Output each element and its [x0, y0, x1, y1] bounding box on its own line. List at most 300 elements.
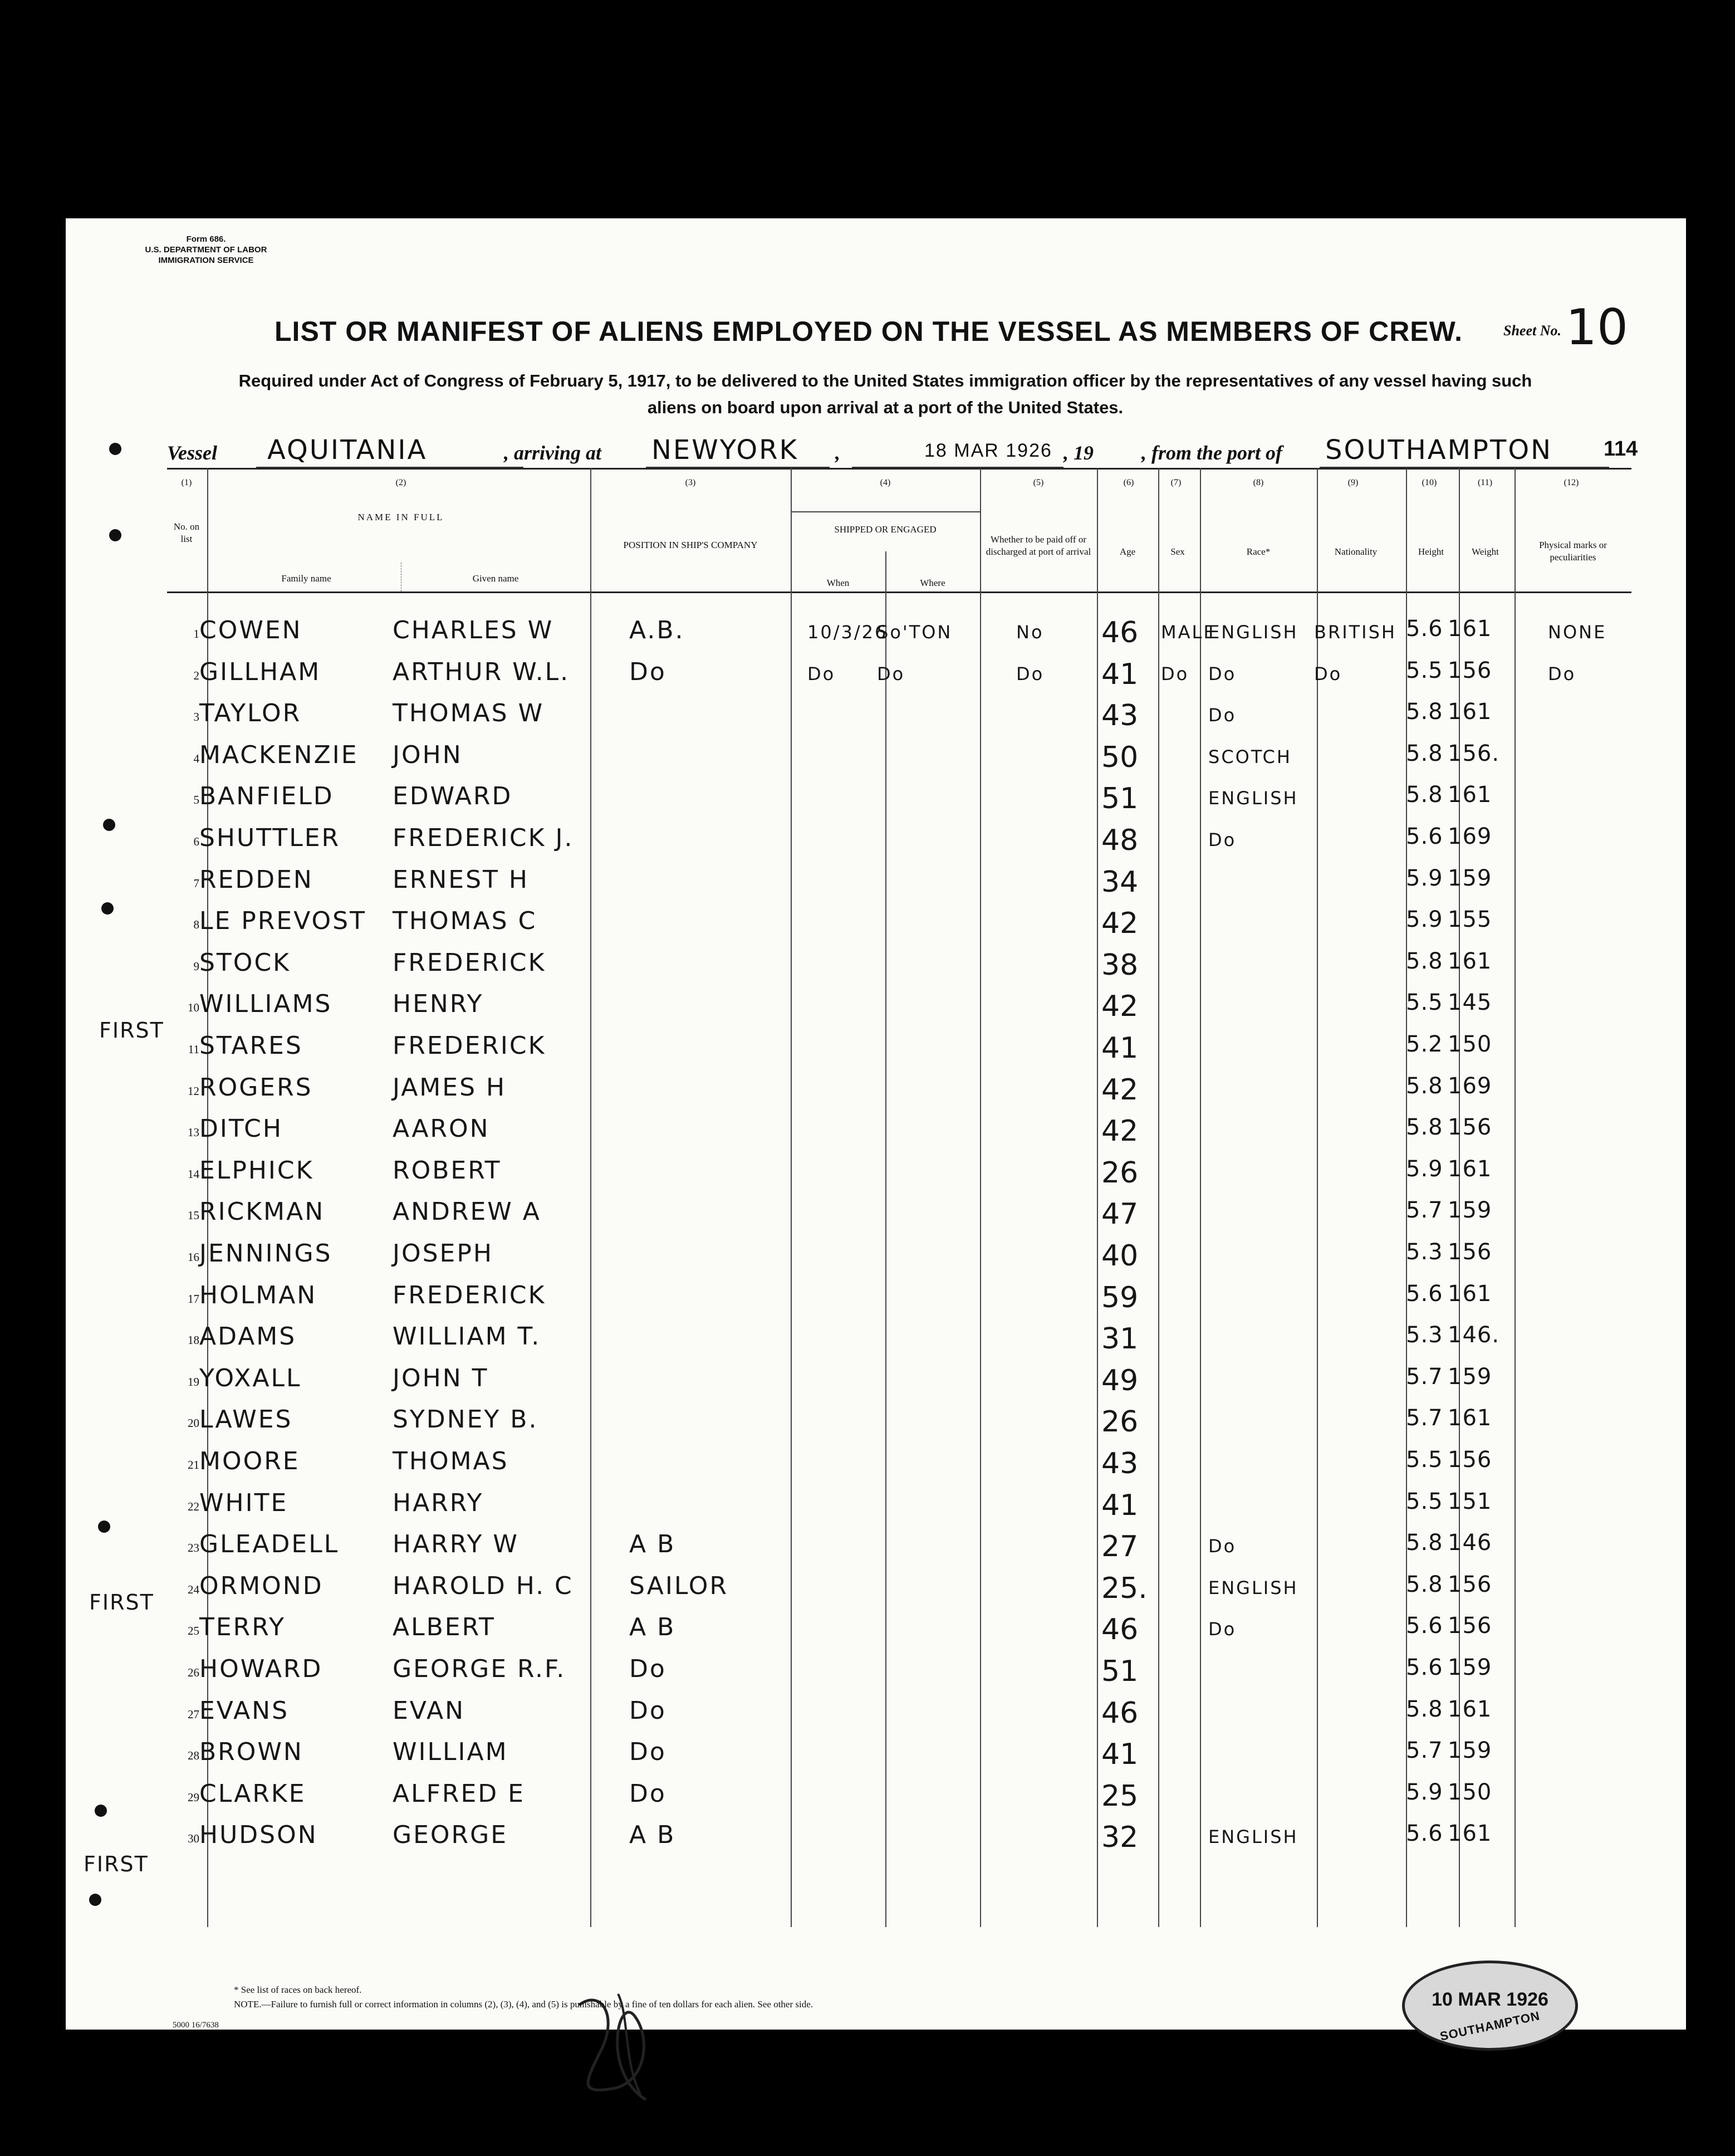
cell-height: 5.8: [1406, 1073, 1443, 1099]
cell-family: MOORE: [199, 1447, 300, 1475]
cell-given: FREDERICK: [393, 1031, 546, 1060]
table-row: [167, 1235, 1631, 1276]
cell-height: 5.6: [1406, 1655, 1443, 1680]
cell-height: 5.3: [1406, 1239, 1443, 1265]
arriving-port: NEWYORK: [651, 434, 798, 466]
cell-weight: 155: [1448, 907, 1492, 933]
vessel-label: Vessel: [167, 442, 217, 464]
cell-weight: 146.: [1448, 1322, 1500, 1348]
table-row: [167, 1775, 1631, 1816]
cell-given: FREDERICK J.: [393, 824, 574, 852]
cell-family: HOLMAN: [199, 1280, 317, 1309]
cell-age: 51: [1101, 782, 1139, 816]
header-name: NAME IN FULL: [357, 512, 444, 522]
cell-no: 2: [193, 668, 199, 682]
cell-no: 13: [188, 1126, 199, 1140]
cell-age: 48: [1101, 824, 1139, 857]
cell-no: 19: [188, 1375, 199, 1389]
col-num-12: (12): [1564, 478, 1579, 487]
form-number: Form 686.: [186, 234, 226, 244]
cell-height: 5.7: [1406, 1405, 1443, 1431]
header-age: Age: [1119, 546, 1136, 557]
cell-family: STARES: [199, 1031, 303, 1060]
cell-given: ALBERT: [393, 1613, 496, 1642]
cell-given: ARTHUR W.L.: [393, 657, 570, 686]
cell-family: STOCK: [199, 948, 291, 977]
cell-weight: 161: [1448, 782, 1492, 808]
cell-height: 5.9: [1406, 865, 1443, 891]
cell-age: 25: [1101, 1779, 1139, 1813]
cell-family: DITCH: [199, 1114, 283, 1143]
cell-family: TAYLOR: [199, 699, 302, 728]
cell-no: 4: [193, 751, 199, 765]
cell-position: A.B.: [629, 616, 685, 644]
cell-no: 10: [188, 1001, 199, 1015]
arriving-comma: ,: [835, 442, 840, 464]
cell-race: SCOTCH: [1208, 746, 1292, 767]
cell-given: JAMES H: [393, 1073, 507, 1102]
binder-hole: [109, 529, 121, 541]
cell-given: ERNEST H: [393, 865, 529, 894]
col-num-5: (5): [1033, 478, 1044, 487]
cell-family: LE PREVOST: [199, 907, 366, 936]
table-row: [167, 1318, 1631, 1359]
table-row: [167, 653, 1631, 695]
cell-given: THOMAS: [393, 1447, 509, 1475]
cell-age: 34: [1101, 865, 1139, 899]
form-header: [134, 234, 278, 266]
vessel-name: AQUITANIA: [267, 434, 428, 466]
from-label: , from the port of: [1141, 442, 1283, 464]
cell-height: 5.5: [1406, 1447, 1443, 1473]
cell-family: SHUTTLER: [199, 824, 341, 852]
cell-height: 5.2: [1406, 1031, 1443, 1057]
cell-when: 10/3/26: [807, 622, 888, 643]
cell-family: COWEN: [199, 616, 302, 644]
cell-family: ORMOND: [199, 1571, 324, 1600]
cell-height: 5.8: [1406, 740, 1443, 766]
margin-note-first: FIRST: [84, 1852, 149, 1876]
cell-no: 1: [193, 627, 199, 641]
cell-height: 5.9: [1406, 1156, 1443, 1182]
cell-family: JENNINGS: [199, 1239, 332, 1268]
cell-weight: 159: [1448, 1738, 1492, 1764]
cell-family: CLARKE: [199, 1779, 306, 1808]
arrival-date: 18 MAR 1926: [924, 440, 1052, 461]
cell-no: 28: [188, 1749, 199, 1763]
cell-age: 26: [1101, 1405, 1139, 1439]
arriving-label: , arriving at: [504, 442, 602, 464]
cell-age: 25.: [1101, 1571, 1148, 1605]
cell-given: ALFRED E: [393, 1779, 525, 1808]
cell-age: 26: [1101, 1156, 1139, 1190]
cell-given: JOSEPH: [393, 1239, 493, 1268]
cell-no: 24: [188, 1582, 199, 1596]
col-num-7: (7): [1170, 478, 1182, 487]
cell-marks: NONE: [1548, 622, 1607, 643]
cell-family: WHITE: [199, 1488, 288, 1517]
table-row: [167, 695, 1631, 736]
cell-age: 42: [1101, 1114, 1139, 1148]
table-row: [167, 861, 1631, 902]
cell-position: Do: [629, 1738, 666, 1767]
cell-no: 17: [188, 1292, 199, 1306]
cell-family: EVANS: [199, 1696, 290, 1725]
cell-no: 26: [188, 1666, 199, 1679]
cell-no: 16: [188, 1250, 199, 1264]
cell-height: 5.8: [1406, 782, 1443, 808]
cell-weight: 145: [1448, 990, 1492, 1016]
cell-race: Do: [1208, 829, 1237, 850]
cell-position: A B: [629, 1530, 676, 1559]
cell-weight: 156: [1448, 657, 1492, 683]
document-subtitle: [150, 368, 1620, 421]
cell-weight: 169: [1448, 1073, 1492, 1099]
cell-given: CHARLES W: [393, 616, 554, 644]
cell-weight: 159: [1448, 1363, 1492, 1390]
cell-no: 14: [188, 1167, 199, 1181]
header-where: Where: [920, 578, 945, 588]
header-when: When: [826, 578, 850, 588]
cell-weight: 161: [1448, 1280, 1492, 1307]
cell-no: 9: [193, 959, 199, 973]
cell-position: Do: [629, 1779, 666, 1808]
cell-weight: 156: [1448, 1571, 1492, 1597]
subtitle-line-2: aliens on board upon arrival at a port of the United States.: [647, 398, 1124, 417]
year-label: , 19: [1063, 442, 1094, 464]
col-num-6: (6): [1123, 478, 1134, 487]
cell-family: ROGERS: [199, 1073, 313, 1102]
cell-height: 5.8: [1406, 948, 1443, 974]
cell-position: Do: [629, 657, 666, 686]
header-height: Height: [1418, 546, 1444, 557]
cell-given: AARON: [393, 1114, 490, 1143]
cell-family: REDDEN: [199, 865, 313, 894]
table-row: [167, 1193, 1631, 1234]
cell-height: 5.6: [1406, 616, 1443, 642]
col-num-10: (10): [1422, 478, 1437, 487]
header-weight: Weight: [1472, 546, 1499, 557]
cell-family: ELPHICK: [199, 1156, 314, 1185]
cell-age: 41: [1101, 657, 1139, 691]
cell-race: ENGLISH: [1208, 622, 1298, 643]
cell-height: 5.7: [1406, 1738, 1443, 1764]
cell-no: 5: [193, 793, 199, 807]
cell-age: 41: [1101, 1738, 1139, 1772]
document-title: LIST OR MANIFEST OF ALIENS EMPLOYED ON THE VESSEL AS MEMBERS OF CREW.: [275, 316, 1463, 347]
cell-family: GILLHAM: [199, 657, 321, 686]
table-row: [167, 1567, 1631, 1609]
cell-weight: 150: [1448, 1031, 1492, 1057]
cell-given: FREDERICK: [393, 1280, 546, 1309]
table-row: [167, 902, 1631, 943]
table-row: [167, 1360, 1631, 1401]
cell-no: 22: [188, 1499, 199, 1513]
cell-no: 29: [188, 1790, 199, 1804]
stamp-date: 10 MAR 1926: [1432, 1989, 1548, 2010]
cell-no: 27: [188, 1707, 199, 1721]
col-num-2: (2): [395, 478, 406, 487]
table-row: [167, 736, 1631, 778]
cell-no: 18: [188, 1333, 199, 1347]
cell-height: 5.5: [1406, 990, 1443, 1016]
cell-age: 59: [1101, 1280, 1139, 1314]
cell-weight: 156: [1448, 1239, 1492, 1265]
cell-position: Do: [629, 1696, 666, 1725]
cell-no: 21: [188, 1458, 199, 1471]
cell-given: THOMAS C: [393, 907, 537, 936]
cell-given: JOHN: [393, 740, 463, 769]
footnote-races: * See list of races on back hereof.: [234, 1984, 362, 1995]
department: U.S. DEPARTMENT OF LABOR: [145, 245, 267, 255]
binder-hole: [103, 819, 115, 831]
table-row: [167, 1650, 1631, 1691]
cell-no: 11: [188, 1043, 199, 1056]
cell-age: 47: [1101, 1197, 1139, 1231]
table-row: [167, 1401, 1631, 1442]
cell-height: 5.7: [1406, 1363, 1443, 1390]
cell-age: 32: [1101, 1821, 1139, 1855]
cell-given: WILLIAM T.: [393, 1322, 541, 1351]
cell-weight: 150: [1448, 1779, 1492, 1805]
binder-hole: [98, 1521, 110, 1533]
page-number: 114: [1604, 437, 1638, 461]
cell-height: 5.6: [1406, 1821, 1443, 1847]
footnote-note: NOTE.—Failure to furnish full or correct information in columns (2), (3), (4), and (5) is punishable by a fine of ten dollars for each alien. See other side.: [234, 1999, 813, 2010]
footnotes: [234, 1983, 813, 2012]
cell-height: 5.5: [1406, 657, 1443, 683]
cell-given: THOMAS W: [393, 699, 545, 728]
cell-family: TERRY: [199, 1613, 286, 1642]
cell-height: 5.9: [1406, 1779, 1443, 1805]
binder-hole: [109, 443, 121, 455]
cell-family: BROWN: [199, 1738, 303, 1767]
table-row: [167, 1110, 1631, 1151]
cell-age: 46: [1101, 1696, 1139, 1730]
cell-age: 43: [1101, 1447, 1139, 1480]
cell-race: Do: [1208, 1619, 1237, 1640]
cell-age: 27: [1101, 1530, 1139, 1564]
cell-race: Do: [1208, 1536, 1237, 1557]
cell-position: A B: [629, 1821, 676, 1850]
cell-weight: 151: [1448, 1488, 1492, 1514]
cell-weight: 161: [1448, 1405, 1492, 1431]
table-row: [167, 985, 1631, 1026]
cell-age: 42: [1101, 1073, 1139, 1107]
cell-race: ENGLISH: [1208, 1826, 1298, 1848]
cell-no: 30: [188, 1832, 199, 1846]
cell-given: GEORGE: [393, 1821, 508, 1850]
cell-sex: MALE: [1161, 622, 1217, 643]
cell-height: 5.9: [1406, 907, 1443, 933]
binder-hole: [95, 1805, 107, 1817]
table-row: [167, 1526, 1631, 1567]
cell-age: 43: [1101, 699, 1139, 733]
col-num-8: (8): [1253, 478, 1264, 487]
cell-height: 5.6: [1406, 824, 1443, 849]
cell-age: 40: [1101, 1239, 1139, 1273]
southampton-stamp: [1402, 1961, 1578, 2051]
table-row: [167, 944, 1631, 985]
cell-family: WILLIAMS: [199, 990, 332, 1019]
cell-given: FREDERICK: [393, 948, 546, 977]
table-row: [167, 1069, 1631, 1110]
table-row: [167, 778, 1631, 819]
cell-weight: 159: [1448, 1655, 1492, 1680]
table-row: [167, 1484, 1631, 1526]
cell-height: 5.8: [1406, 1696, 1443, 1722]
table-row: [167, 819, 1631, 861]
cell-family: BANFIELD: [199, 782, 334, 811]
service: IMMIGRATION SERVICE: [158, 256, 254, 265]
cell-no: 23: [188, 1541, 199, 1555]
header-race: Race*: [1246, 546, 1271, 557]
table-row: [167, 1733, 1631, 1774]
cell-no: 7: [193, 876, 199, 890]
binder-hole: [101, 902, 114, 915]
cell-weight: 159: [1448, 865, 1492, 891]
cell-no: 8: [193, 918, 199, 932]
col-num-9: (9): [1347, 478, 1359, 487]
cell-weight: 159: [1448, 1197, 1492, 1224]
cell-race: ENGLISH: [1208, 788, 1298, 809]
cell-height: 5.3: [1406, 1322, 1443, 1348]
cell-family: MACKENZIE: [199, 740, 359, 769]
cell-race: ENGLISH: [1208, 1577, 1298, 1598]
cell-given: HENRY: [393, 990, 484, 1019]
table-row: [167, 612, 1631, 653]
header-family: Family name: [281, 573, 331, 584]
cell-where: Do: [877, 663, 905, 685]
stamp-place: SOUTHAMPTON: [1438, 2008, 1541, 2043]
cell-weight: 156: [1448, 1447, 1492, 1473]
cell-no: 20: [188, 1416, 199, 1430]
col-num-3: (3): [685, 478, 696, 487]
table-row: [167, 1692, 1631, 1733]
cell-weight: 161: [1448, 616, 1492, 642]
cell-family: GLEADELL: [199, 1530, 340, 1559]
cell-weight: 161: [1448, 1156, 1492, 1182]
col-num-11: (11): [1477, 478, 1493, 487]
table-row: [167, 1152, 1631, 1193]
cell-age: 41: [1101, 1488, 1139, 1522]
cell-age: 41: [1101, 1031, 1139, 1065]
cell-height: 5.6: [1406, 1280, 1443, 1307]
cell-weight: 146: [1448, 1530, 1492, 1556]
subtitle-line-1: Required under Act of Congress of February 5, 1917, to be delivered to the United States immigration officer by the representatives of any vessel having such: [238, 371, 1532, 390]
col-num-4: (4): [880, 478, 891, 487]
cell-given: GEORGE R.F.: [393, 1655, 566, 1683]
table-row: [167, 1443, 1631, 1484]
cell-given: HAROLD H. C: [393, 1571, 574, 1600]
cell-position: A B: [629, 1613, 676, 1642]
cell-family: HUDSON: [199, 1821, 318, 1850]
cell-family: ADAMS: [199, 1322, 297, 1351]
cell-age: 51: [1101, 1655, 1139, 1688]
cell-family: RICKMAN: [199, 1197, 325, 1226]
table-row: [167, 1816, 1631, 1857]
cell-age: 38: [1101, 948, 1139, 982]
cell-weight: 156.: [1448, 740, 1500, 766]
cell-race: Do: [1208, 663, 1237, 685]
cell-given: EVAN: [393, 1696, 465, 1725]
cell-height: 5.5: [1406, 1488, 1443, 1514]
cell-sex: Do: [1161, 663, 1189, 685]
sheet-label: Sheet No.: [1503, 322, 1561, 339]
manifest-table: [167, 468, 1631, 1949]
cell-given: EDWARD: [393, 782, 513, 811]
cell-weight: 161: [1448, 699, 1492, 725]
header-paid: Whether to be paid off or discharged at port of arrival: [986, 534, 1091, 557]
header-sex: Sex: [1170, 546, 1185, 557]
cell-weight: 169: [1448, 824, 1492, 849]
cell-weight: 156: [1448, 1114, 1492, 1141]
cell-height: 5.8: [1406, 699, 1443, 725]
cell-position: SAILOR: [629, 1571, 728, 1600]
cell-given: HARRY W: [393, 1530, 519, 1559]
cell-age: 31: [1101, 1322, 1139, 1356]
cell-height: 5.8: [1406, 1571, 1443, 1597]
cell-family: HOWARD: [199, 1655, 323, 1683]
cell-given: WILLIAM: [393, 1738, 508, 1767]
cell-nationality: Do: [1314, 663, 1342, 685]
header-position: POSITION IN SHIP'S COMPANY: [623, 540, 758, 550]
table-row: [167, 1277, 1631, 1318]
cell-given: JOHN T: [393, 1363, 489, 1392]
cell-height: 5.8: [1406, 1114, 1443, 1141]
binder-hole: [89, 1894, 101, 1906]
cell-weight: 161: [1448, 948, 1492, 974]
cell-nationality: BRITISH: [1314, 622, 1396, 643]
cell-family: LAWES: [199, 1405, 293, 1434]
cell-age: 49: [1101, 1363, 1139, 1397]
cell-age: 42: [1101, 907, 1139, 941]
cell-given: ROBERT: [393, 1156, 502, 1185]
cell-height: 5.6: [1406, 1613, 1443, 1639]
cell-when: Do: [807, 663, 836, 685]
cell-age: 46: [1101, 1613, 1139, 1647]
cell-no: 6: [193, 835, 199, 848]
cell-age: 46: [1101, 616, 1139, 649]
header-nationality: Nationality: [1334, 546, 1378, 557]
cell-no: 3: [193, 710, 199, 724]
header-no: No. on list: [173, 521, 200, 544]
sheet-value: 10: [1566, 299, 1628, 356]
header-physical: Physical marks or peculiarities: [1539, 540, 1607, 563]
cell-paid: Do: [1016, 663, 1045, 685]
cell-given: SYDNEY B.: [393, 1405, 538, 1434]
header-shipped: SHIPPED OR ENGAGED: [834, 524, 937, 535]
cell-height: 5.7: [1406, 1197, 1443, 1224]
cell-weight: 161: [1448, 1821, 1492, 1847]
margin-note-first: FIRST: [99, 1018, 164, 1043]
cell-position: Do: [629, 1655, 666, 1683]
cell-marks: Do: [1548, 663, 1576, 685]
cell-no: 15: [188, 1209, 199, 1223]
cell-age: 50: [1101, 740, 1139, 774]
cell-weight: 161: [1448, 1696, 1492, 1722]
cell-age: 42: [1101, 990, 1139, 1024]
cell-weight: 156: [1448, 1613, 1492, 1639]
cell-race: Do: [1208, 705, 1237, 726]
cell-height: 5.8: [1406, 1530, 1443, 1556]
cell-where: So'TON: [877, 622, 953, 643]
form-print-number: 5000 16/7638: [173, 2021, 219, 2030]
table-row: [167, 1609, 1631, 1650]
cell-family: YOXALL: [199, 1363, 302, 1392]
col-num-1: (1): [181, 478, 192, 487]
departure-port: SOUTHAMPTON: [1325, 434, 1552, 466]
